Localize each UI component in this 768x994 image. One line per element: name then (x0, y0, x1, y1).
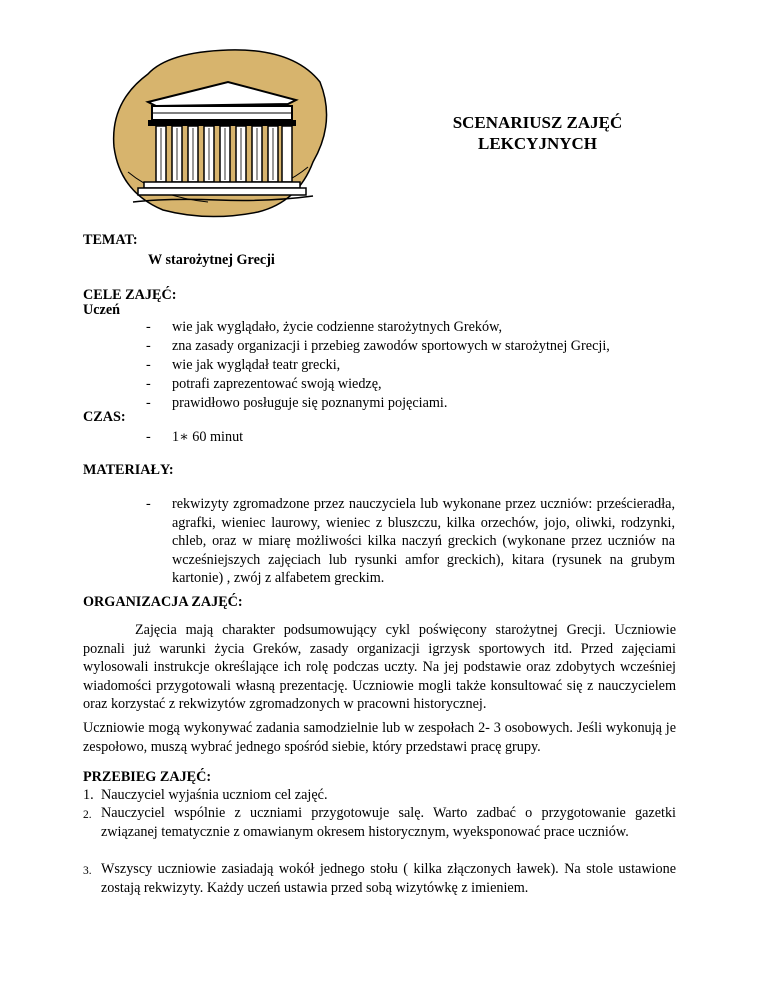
list-item: 3. Wszyscy uczniowie zasiadają wokół jednego stołu ( kilka złączonych ławek). Na stole ustawione zostają rekwizyty. Każdy uczeń ustawia przed sobą wizytówkę z imieniem. (83, 861, 676, 896)
greek-temple-icon (108, 42, 333, 220)
temat-value: W starożytnej Grecji (148, 252, 275, 268)
organizacja-label: ORGANIZACJA ZAJĘĆ: (83, 594, 243, 610)
document-title-line2: LEKCYJNYCH (477, 134, 597, 153)
czas-label: CZAS: (83, 409, 126, 425)
czas-value: 1∗ 60 minut (172, 429, 244, 445)
cele-subject: Uczeń (83, 302, 121, 318)
organizacja-paragraph-2: Uczniowie mogą wykonywać zadania samodzielnie lub w zespołach 2- 3 osobowych. Jeśli wykonują je zespołowo, muszą wybrać jednego spośród siebie, który przedstawi pracę grupy. (83, 720, 676, 755)
materialy-label: MATERIAŁY: (83, 462, 174, 478)
cele-label: CELE ZAJĘĆ: (83, 287, 177, 303)
list-item: 2. Nauczyciel wspólnie z uczniami przygotowuje salę. Warto zadbać o przygotowanie gazetki związanej tematycznie z omawianym okresem historycznym, wyeksponować prace uczniów. (83, 805, 676, 840)
czas-row: - 1∗ 60 minut (146, 429, 244, 445)
cele-list: - wie jak wyglądało, życie codzienne starożytnych Greków, - zna zasady organizacji i przebieg zawodów sportowych w starożytnej Grecji, - wie jak wyglądał teatr grecki, - potrafi zaprezentować swoją wiedzę, - prawidłowo posługuje się poznanymi pojęciami. (146, 319, 610, 411)
organizacja-paragraph-1: Zajęcia mają charakter podsumowujący cykl poświęcony starożytnej Grecji. Uczniowie poznali już warunki życia Greków, zasady organizacji igrzysk sportowych itd. Przed zajęciami wylosowali instrukcje określające ich rolę podczas uczty. Na jej podstawie oraz zdobytych wcześniej wiadomości przygotowali własną prezentację. Uczniowie mogli także konsultować się z nauczycielem oraz korzystać z rekwizytów zgromadzonych w pracowni historycznej. (83, 622, 676, 712)
materialy-text: rekwizyty zgromadzone przez nauczyciela lub wykonane przez uczniów: prześcieradła, agrafki, wieniec laurowy, wieniec z bluszczu, kilka orzechów, jojo, oliwki, rodzynki, chleb, oraz w miarę możliwości kilka naczyń greckich (wykonane przez uczniów na wcześniejszych zajęciach lub rysunki amfor greckich), kitara (rysunek na grubym kartonie) , zwój z alfabetem greckim. (172, 496, 675, 586)
przebieg-label: PRZEBIEG ZAJĘĆ: (83, 769, 212, 785)
document-title-line1: SCENARIUSZ ZAJĘĆ (452, 113, 623, 132)
list-item: 1. Nauczyciel wyjaśnia uczniom cel zajęć. (83, 787, 328, 803)
temat-label: TEMAT: (83, 232, 138, 248)
